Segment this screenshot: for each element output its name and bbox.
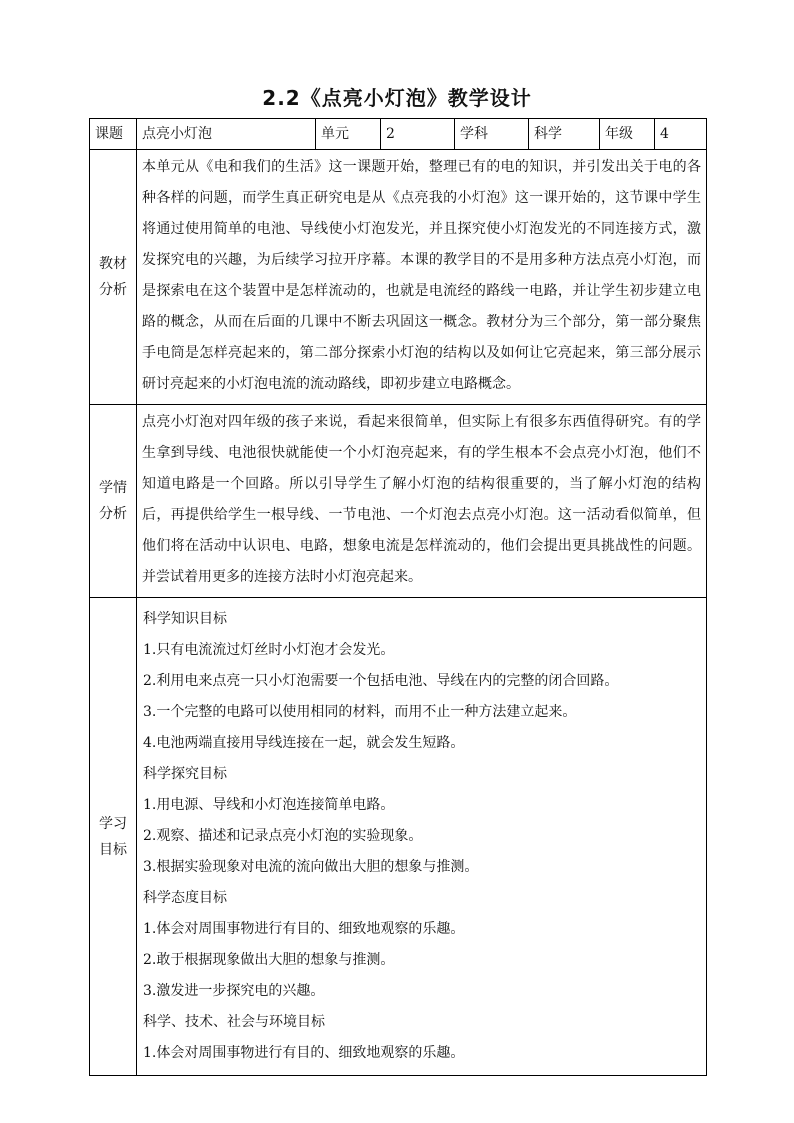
material-label-line1: 教材 bbox=[99, 256, 127, 272]
topic-value: 点亮小灯泡 bbox=[137, 119, 316, 150]
lesson-plan-table bbox=[89, 118, 707, 1076]
learning-goals-content bbox=[137, 598, 707, 1076]
goal-group-heading: 科学探究目标 bbox=[143, 766, 227, 782]
learning-goals-row bbox=[90, 598, 707, 1076]
goals-label-line2: 目标 bbox=[99, 841, 127, 858]
goal-item: 1.体会对周围事物进行有目的、细致地观察的乐趣。 bbox=[143, 921, 465, 937]
topic-label: 课题 bbox=[90, 119, 137, 150]
unit-label: 单元 bbox=[316, 119, 381, 150]
unit-value: 2 bbox=[381, 119, 455, 150]
students-label-line2: 分析 bbox=[99, 506, 127, 522]
goal-group-heading: 科学、技术、社会与环境目标 bbox=[143, 1014, 325, 1030]
student-analysis-text: 点亮小灯泡对四年级的孩子来说，看起来很简单，但实际上有很多东西值得研究。有的学生拿到导线、电池很快就能使一个小灯泡亮起来，有的学生根本不会点亮小灯泡，他们不知道电路是一个回路。所以引导学生了解小灯泡的结构很重要的，当了解小灯泡的结构后，再提供给学生一根导线、一节电池、一个灯泡去点亮小灯泡。这一活动看似简单，但他们将在活动中认识电、电路，想象电流是怎样流动的，他们会提出更具挑战性的问题。并尝试着用更多的连接方法时小灯泡亮起来。 bbox=[137, 405, 707, 598]
subject-value: 科学 bbox=[529, 119, 600, 150]
learning-goals-label bbox=[90, 598, 137, 1076]
goal-group-heading: 科学态度目标 bbox=[143, 890, 227, 906]
goal-group-heading: 科学知识目标 bbox=[143, 611, 227, 627]
goal-item: 2.敢于根据现象做出大胆的想象与推测。 bbox=[143, 952, 395, 968]
material-analysis-text: 本单元从《电和我们的生活》这一课题开始，整理已有的电的知识，并引发出关于电的各种各样的问题，而学生真正研究电是从《点亮我的小灯泡》这一课开始的，这节课中学生将通过使用简单的电池、导线使小灯泡发光，并且探究使小灯泡发光的不同连接方式，激发探究电的兴趣，为后续学习拉开序幕。本课的教学目的不是用多种方法点亮小灯泡，而是探索电在这个装置中是怎样流动的，也就是电流经的路线一电路，并让学生初步建立电路的概念，从而在后面的几课中不断去巩固这一概念。教材分为三个部分，第一部分聚焦手电筒是怎样亮起来的，第二部分探索小灯泡的结构以及如何让它亮起来，第三部分展示研讨亮起来的小灯泡电流的流动路线，即初步建立电路概念。 bbox=[137, 150, 707, 405]
material-analysis-label bbox=[90, 150, 137, 405]
goal-item: 1.用电源、导线和小灯泡连接简单电路。 bbox=[143, 797, 395, 813]
goal-item: 2.利用电来点亮一只小灯泡需要一个包括电池、导线在内的完整的闭合回路。 bbox=[143, 673, 619, 689]
goal-item: 4.电池两端直接用导线连接在一起，就会发生短路。 bbox=[143, 735, 465, 751]
students-label-line1: 学情 bbox=[99, 480, 127, 496]
goals-label-line1: 学习 bbox=[99, 815, 127, 832]
student-analysis-label bbox=[90, 405, 137, 598]
page-title: 2.2《点亮小灯泡》教学设计 bbox=[262, 86, 532, 110]
goal-item: 3.激发进一步探究电的兴趣。 bbox=[143, 983, 325, 999]
goal-item: 3.一个完整的电路可以使用相同的材料，而用不止一种方法建立起来。 bbox=[143, 704, 577, 720]
material-analysis-row bbox=[90, 150, 707, 405]
student-analysis-row bbox=[90, 405, 707, 598]
goal-item: 1.体会对周围事物进行有目的、细致地观察的乐趣。 bbox=[143, 1045, 465, 1061]
goal-item: 3.根据实验现象对电流的流向做出大胆的想象与推测。 bbox=[143, 859, 479, 875]
goal-item: 2.观察、描述和记录点亮小灯泡的实验现象。 bbox=[143, 828, 423, 844]
grade-value: 4 bbox=[655, 119, 707, 150]
grade-label: 年级 bbox=[600, 119, 655, 150]
material-label-line2: 分析 bbox=[99, 282, 127, 298]
subject-label: 学科 bbox=[455, 119, 529, 150]
goal-item: 1.只有电流流过灯丝时小灯泡才会发光。 bbox=[143, 642, 395, 658]
meta-row bbox=[90, 119, 707, 150]
